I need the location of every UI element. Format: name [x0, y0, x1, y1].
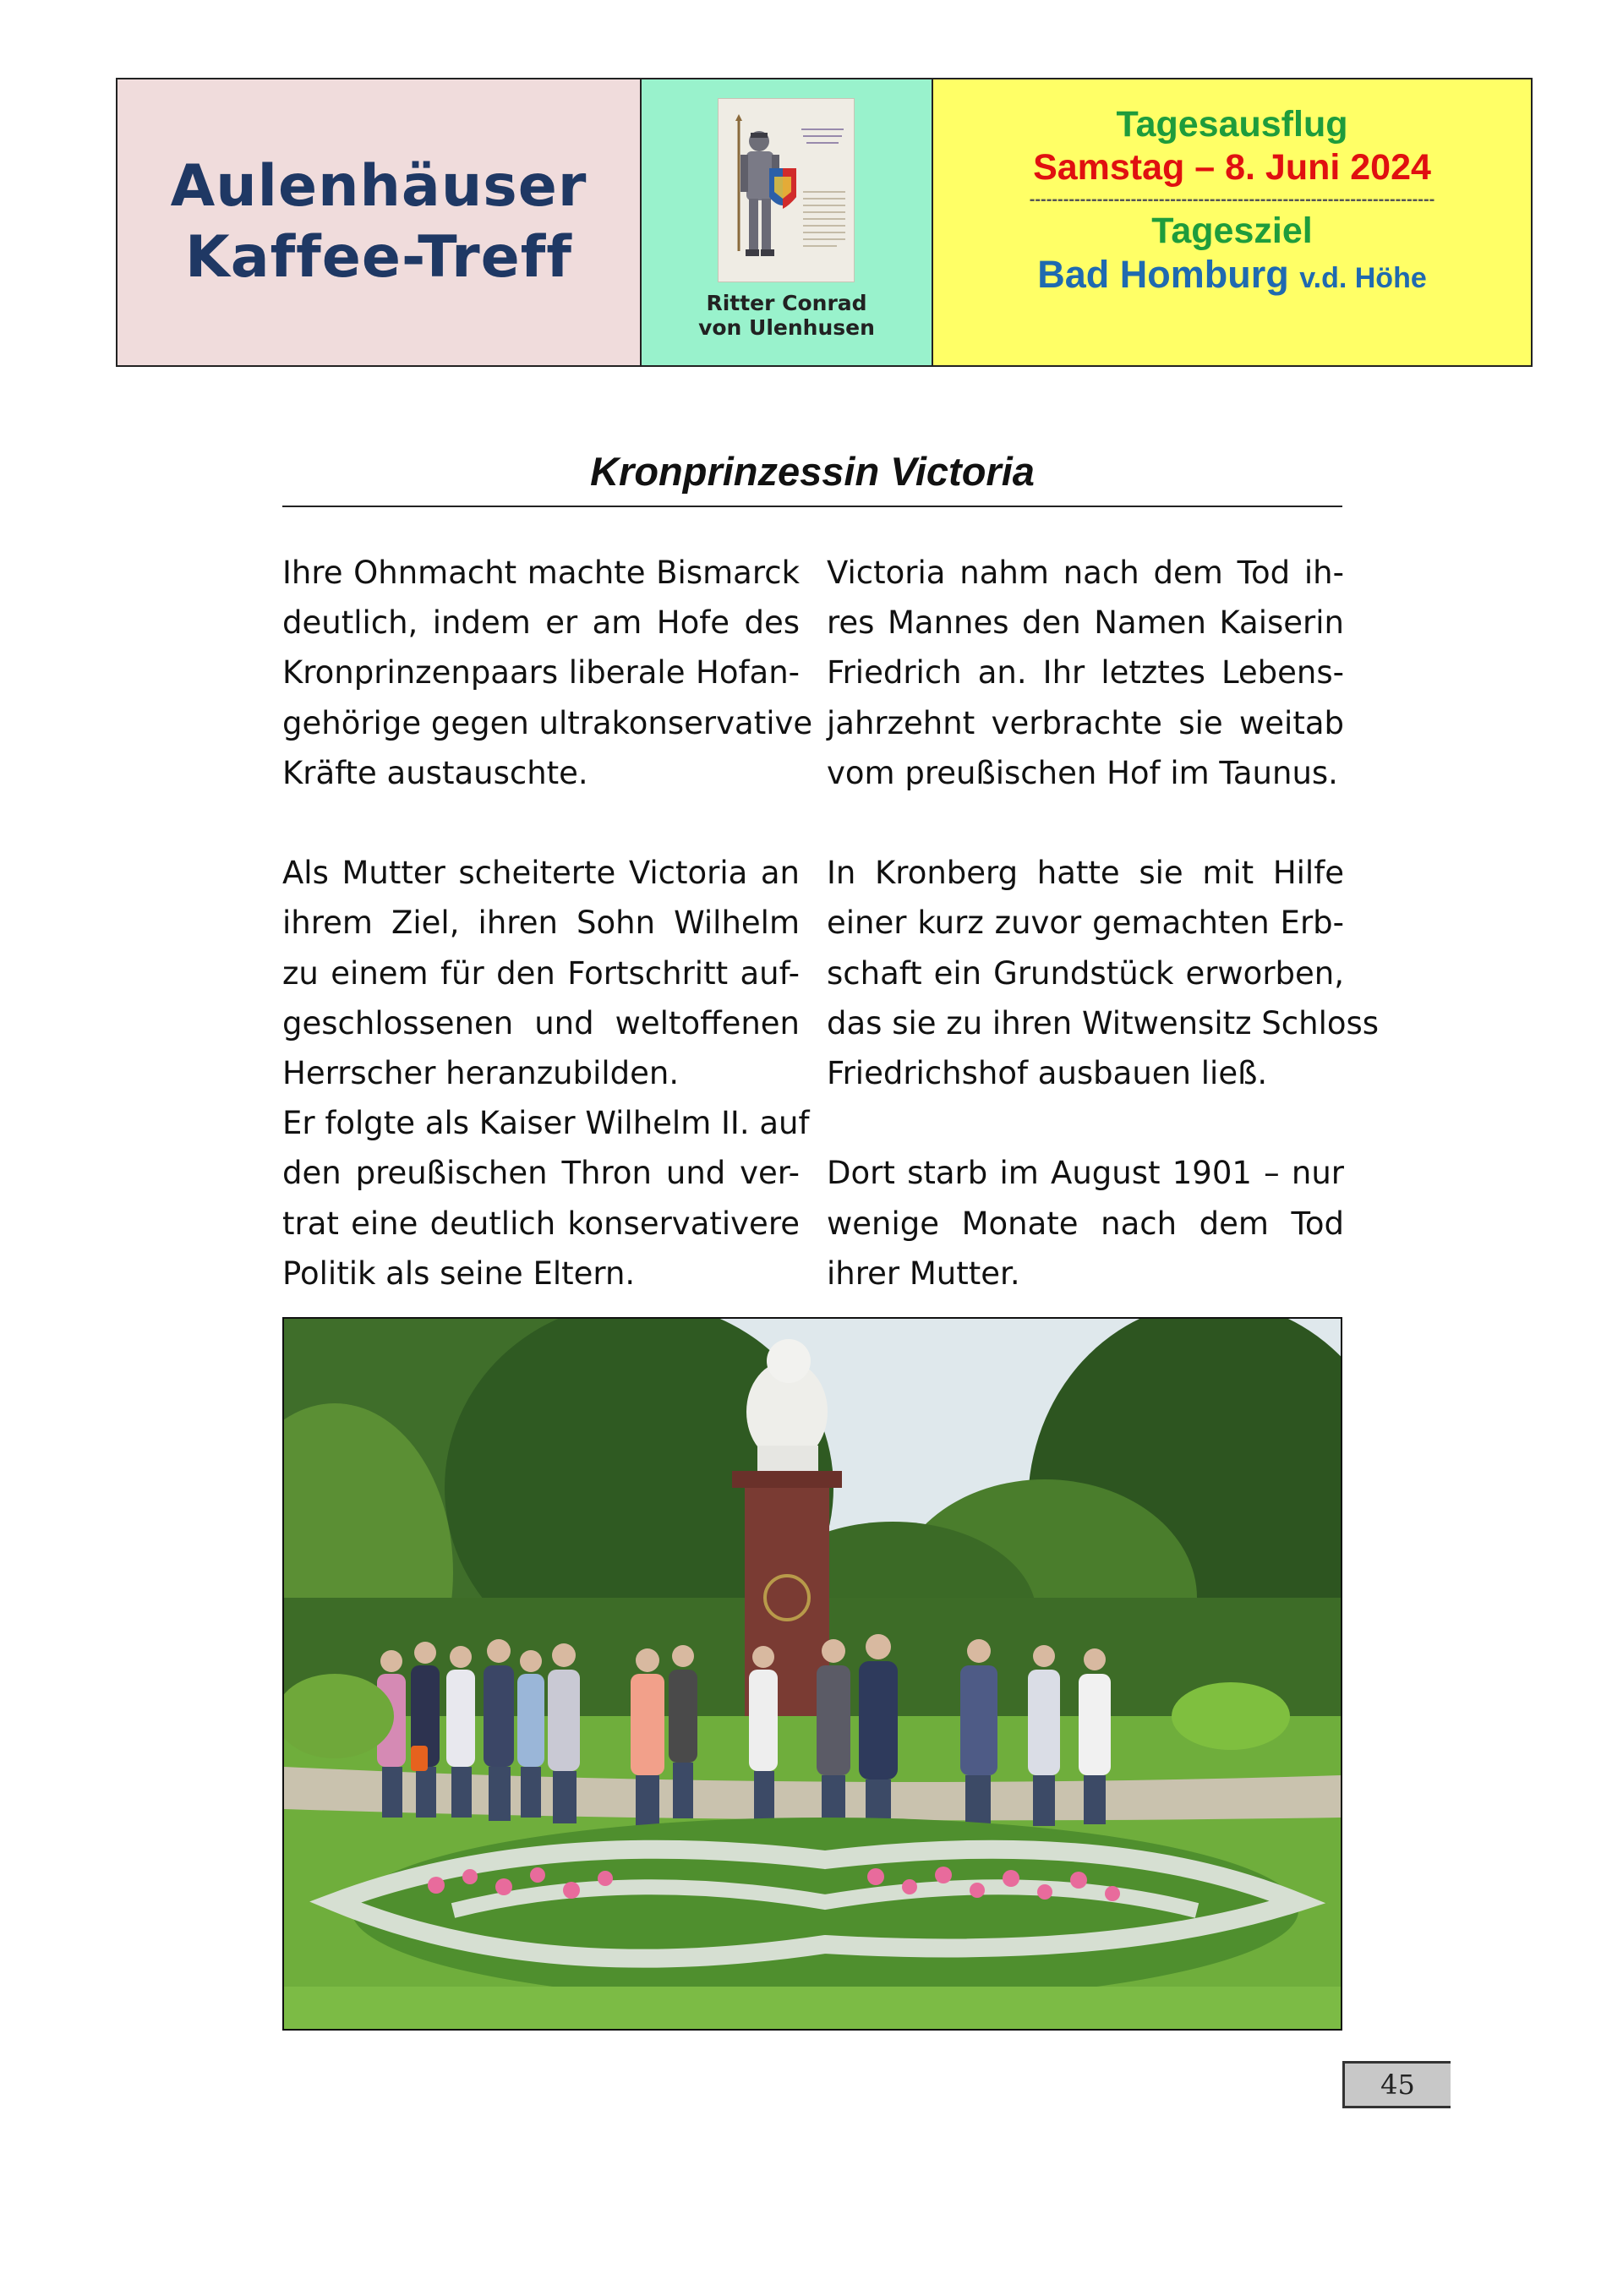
knight-drawing — [719, 99, 854, 282]
park-scene — [284, 1319, 1341, 2029]
right-paragraph-1 — [827, 548, 1344, 798]
text-line: Ihre Ohnmacht machte Bismarck — [282, 555, 800, 591]
right-paragraph-2 — [827, 848, 1380, 1098]
text-line: geschlossenen und weltoffenen — [282, 1004, 800, 1041]
text-line: vom preußischen Hof im Taunus. — [827, 754, 1338, 791]
text-line: das sie zu ihren Witwensitz Schloss — [827, 1004, 1380, 1041]
left-paragraph-1 — [282, 548, 813, 798]
text-line: In Kronberg hatte sie mit Hilfe — [827, 855, 1344, 892]
text-line: den preußischen Thron und ver- — [282, 1155, 800, 1192]
text-line: Herrscher heranzubilden. — [282, 1055, 680, 1092]
text-line: zu einem für den Fortschritt auf- — [282, 954, 800, 992]
group-photo — [282, 1317, 1342, 2031]
text-line: Kronprinzenpaars liberale Hofan- — [282, 654, 800, 692]
destination-suffix: v.d. Höhe — [1299, 262, 1427, 294]
page-number: 45 — [1342, 2061, 1451, 2108]
text-line: Dort starb im August 1901 – nur — [827, 1155, 1344, 1192]
text-line: Friedrichshof ausbauen ließ. — [827, 1055, 1268, 1092]
text-line: Friedrich an. Ihr letztes Lebens- — [827, 654, 1344, 692]
left-paragraph-2 — [282, 848, 810, 1298]
club-title-line1: Aulenhäuser — [170, 153, 587, 220]
text-line: Kräfte austauschte. — [282, 754, 588, 791]
text-line: trat eine deutlich konservativere — [282, 1205, 800, 1242]
text-line: ihrer Mutter. — [827, 1255, 1020, 1292]
left-column — [282, 548, 813, 1298]
title-divider — [282, 506, 1342, 507]
article-title: Kronprinzessin Victoria — [590, 449, 1035, 494]
knight-caption — [642, 291, 932, 340]
trip-label: Tagesausflug — [1116, 104, 1348, 145]
text-line: wenige Monate nach dem Tod — [827, 1205, 1344, 1242]
text-line: schaft ein Grundstück erworben, — [827, 954, 1344, 992]
text-line: einer kurz zuvor gemachten Erb- — [827, 905, 1344, 942]
knight-caption-line2: von Ulenhusen — [698, 315, 875, 340]
destination-label: Tagesziel — [1151, 210, 1313, 251]
text-line: gehörige gegen ultrakonservative — [282, 704, 813, 741]
right-paragraph-3 — [827, 1148, 1344, 1298]
destination-name: Bad Homburg — [1037, 253, 1289, 296]
right-column — [827, 548, 1380, 1298]
text-line: Er folgte als Kaiser Wilhelm II. auf — [282, 1105, 810, 1142]
text-line: Victoria nahm nach dem Tod ih- — [827, 555, 1344, 591]
trip-info-panel — [933, 79, 1531, 365]
knight-panel — [642, 79, 933, 365]
trip-date: Samstag – 8. Juni 2024 — [1033, 147, 1431, 188]
club-title — [117, 79, 642, 365]
info-separator: ------------------------------------------------------------------------ — [1029, 190, 1435, 209]
text-line: Politik als seine Eltern. — [282, 1255, 636, 1292]
club-title-line2: Kaffee-Treff — [185, 224, 572, 291]
text-line: deutlich, indem er am Hofe des — [282, 604, 800, 642]
text-line: res Mannes den Namen Kaiserin — [827, 604, 1344, 642]
header-banner — [116, 78, 1533, 367]
knight-illustration — [718, 98, 855, 282]
text-line: Als Mutter scheiterte Victoria an — [282, 855, 800, 892]
text-line: ihrem Ziel, ihren Sohn Wilhelm — [282, 905, 800, 942]
knight-caption-line1: Ritter Conrad — [706, 291, 867, 315]
destination — [933, 252, 1531, 301]
text-line: jahrzehnt verbrachte sie weitab — [827, 704, 1344, 741]
